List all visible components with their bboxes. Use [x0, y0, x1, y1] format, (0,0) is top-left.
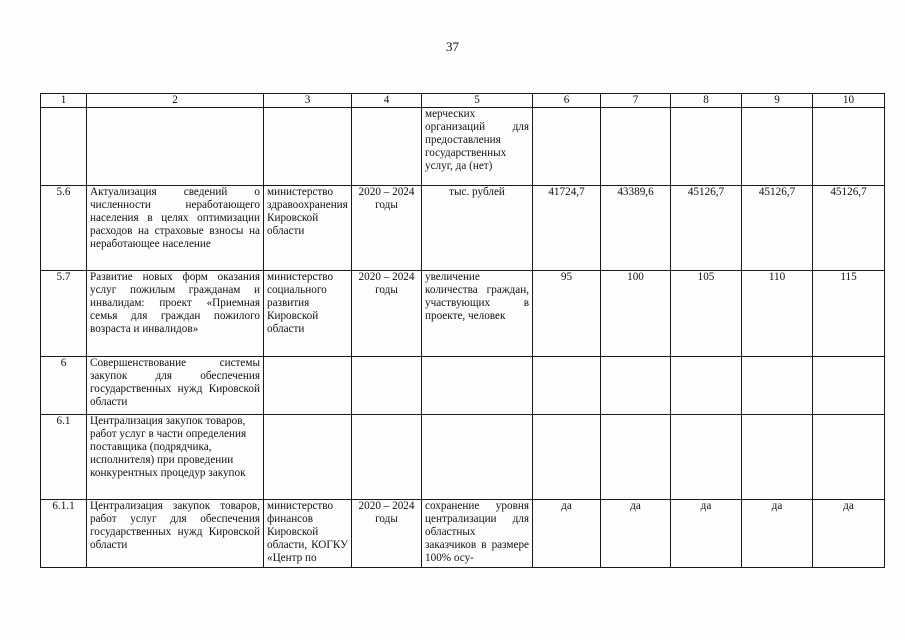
value-cell: 95	[533, 271, 601, 357]
executor: министерство здравоохранения Кировской области	[264, 186, 352, 271]
value-cell: да	[601, 500, 671, 568]
value-cell	[671, 415, 742, 500]
value-cell	[671, 357, 742, 415]
executor	[264, 357, 352, 415]
period: 2020 – 2024 годы	[352, 271, 422, 357]
table-row	[41, 108, 885, 186]
value-cell	[742, 415, 813, 500]
row-number: 5.7	[41, 271, 87, 357]
row-number: 5.6	[41, 186, 87, 271]
executor: министерство социального развития Кировской области	[264, 271, 352, 357]
value-cell	[813, 357, 885, 415]
table-row	[41, 500, 885, 568]
period: 2020 – 2024 годы	[352, 186, 422, 271]
value-cell	[601, 415, 671, 500]
column-header: 8	[671, 94, 742, 108]
value-cell	[671, 108, 742, 186]
measure-name: Актуализация сведений о численности неработающего населения в целях оптимизации расходов на страховые взносы на неработающее население	[87, 186, 264, 271]
value-cell	[742, 108, 813, 186]
measure-name: Совершенствование системы закупок для обеспечения государственных нужд Кировской области	[87, 357, 264, 415]
row-number: 6.1.1	[41, 500, 87, 568]
value-cell: 45126,7	[671, 186, 742, 271]
row-number: 6	[41, 357, 87, 415]
column-number-row	[41, 94, 885, 108]
period: 2020 – 2024 годы	[352, 500, 422, 568]
indicator	[422, 357, 533, 415]
column-header: 4	[352, 94, 422, 108]
period	[352, 357, 422, 415]
page-number: 37	[446, 39, 459, 54]
value-cell	[601, 357, 671, 415]
column-header: 9	[742, 94, 813, 108]
value-cell: 43389,6	[601, 186, 671, 271]
measure-name: Централизация закупок товаров, работ услуг для обеспечения государственных нужд Кировской области	[87, 500, 264, 568]
table-row	[41, 186, 885, 271]
value-cell: 110	[742, 271, 813, 357]
indicators-table	[40, 93, 885, 568]
period	[352, 108, 422, 186]
column-header: 2	[87, 94, 264, 108]
measure-name: Централизация закупок товаров, работ услуг в части определения поставщика (подрядчика, исполнителя) при проведении конкурентных процедур закупок	[87, 415, 264, 500]
value-cell: 105	[671, 271, 742, 357]
executor: министерство финансов Кировской области, КОГКУ «Центр по	[264, 500, 352, 568]
value-cell: да	[813, 500, 885, 568]
indicator	[422, 415, 533, 500]
value-cell	[742, 357, 813, 415]
column-header: 7	[601, 94, 671, 108]
value-cell: 41724,7	[533, 186, 601, 271]
value-cell	[533, 415, 601, 500]
indicator: тыс. рублей	[422, 186, 533, 271]
indicator: сохранение уровня централизации для областных заказчиков в размере 100% осу-	[422, 500, 533, 568]
value-cell	[601, 108, 671, 186]
value-cell: да	[671, 500, 742, 568]
executor	[264, 108, 352, 186]
value-cell	[533, 108, 601, 186]
value-cell	[533, 357, 601, 415]
column-header: 10	[813, 94, 885, 108]
column-header: 5	[422, 94, 533, 108]
indicator: увеличение количества граждан, участвующих в проекте, человек	[422, 271, 533, 357]
value-cell: да	[742, 500, 813, 568]
value-cell: 115	[813, 271, 885, 357]
measure-name	[87, 108, 264, 186]
indicator: мерческих организаций для предоставления государственных услуг, да (нет)	[422, 108, 533, 186]
table-row	[41, 357, 885, 415]
column-header: 6	[533, 94, 601, 108]
column-header: 3	[264, 94, 352, 108]
row-number: 6.1	[41, 415, 87, 500]
executor	[264, 415, 352, 500]
measure-name: Развитие новых форм оказания услуг пожилым гражданам и инвалидам: проект «Приемная семья для граждан пожилого возраста и инвалидов»	[87, 271, 264, 357]
value-cell: 45126,7	[813, 186, 885, 271]
table-row	[41, 415, 885, 500]
value-cell: 100	[601, 271, 671, 357]
value-cell: да	[533, 500, 601, 568]
column-header: 1	[41, 94, 87, 108]
value-cell	[813, 108, 885, 186]
row-number	[41, 108, 87, 186]
value-cell: 45126,7	[742, 186, 813, 271]
value-cell	[813, 415, 885, 500]
period	[352, 415, 422, 500]
table-row	[41, 271, 885, 357]
